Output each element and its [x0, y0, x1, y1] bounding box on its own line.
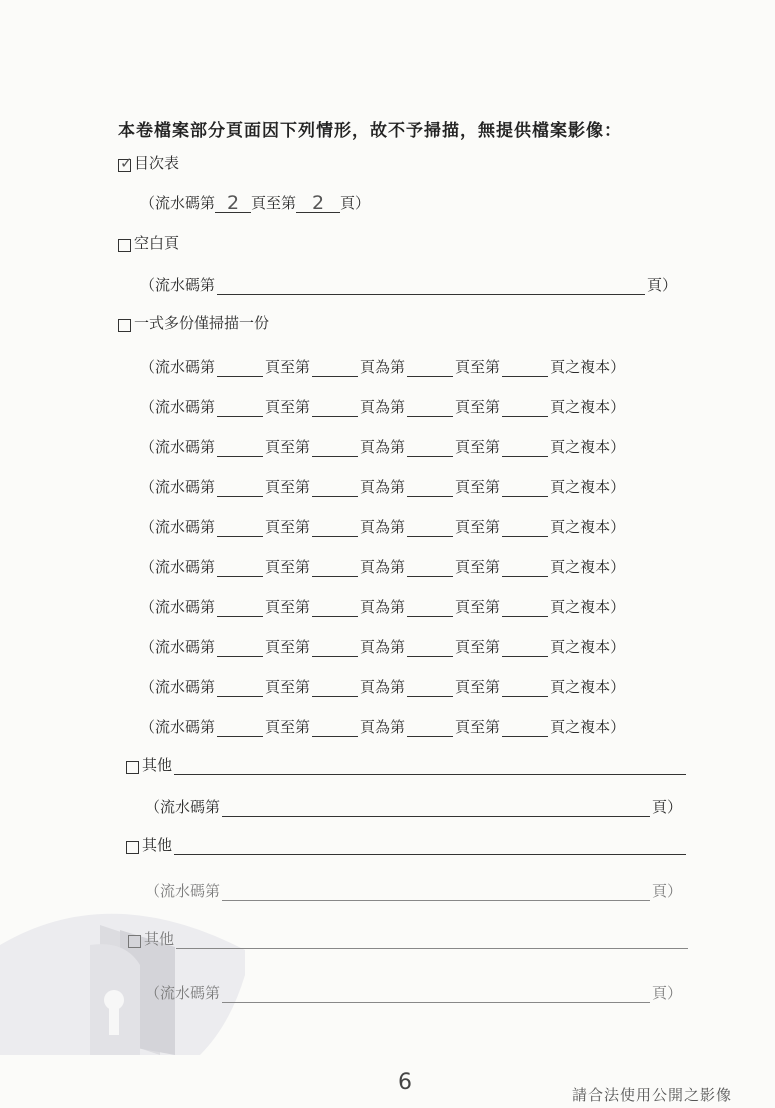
serial-suffix: 頁之複本） — [550, 358, 626, 376]
serial-mid: 頁至第 — [265, 398, 311, 416]
notice-heading: 本卷檔案部分頁面因下列情形，故不予掃描，無提供檔案影像： — [118, 121, 622, 141]
copy-original-from-field[interactable] — [407, 482, 453, 497]
other-serial-row-1 — [145, 796, 682, 817]
other-label: 其他 — [142, 836, 173, 854]
serial-suffix: 頁） — [652, 984, 683, 1002]
copy-original-from-field[interactable] — [407, 722, 453, 737]
copy-serial-row — [140, 396, 625, 417]
other-label: 其他 — [142, 756, 173, 774]
copy-original-from-field[interactable] — [407, 602, 453, 617]
blank-page-label: 空白頁 — [134, 234, 180, 252]
copy-original-from-field[interactable] — [407, 442, 453, 457]
serial-mid: 頁至第 — [265, 638, 311, 656]
serial-suffix: 頁之複本） — [550, 558, 626, 576]
other-description-field-3[interactable] — [176, 934, 688, 949]
serial-mid: 頁至第 — [455, 638, 501, 656]
toc-checkbox-row — [118, 152, 179, 173]
serial-suffix: 頁之複本） — [550, 478, 626, 496]
copy-from-field[interactable] — [217, 642, 263, 657]
copy-from-field[interactable] — [217, 362, 263, 377]
copy-original-to-field[interactable] — [502, 482, 548, 497]
blank-page-serial-row — [140, 274, 677, 295]
serial-mid: 頁至第 — [455, 678, 501, 696]
copy-original-from-field[interactable] — [407, 522, 453, 537]
other-serial-field-2[interactable] — [222, 886, 650, 901]
serial-suffix: 頁） — [340, 194, 371, 212]
serial-prefix: （流水碼第 — [140, 194, 216, 212]
multi-copy-checkbox-row — [118, 312, 269, 333]
copy-to-field[interactable] — [312, 442, 358, 457]
copy-to-field[interactable] — [312, 402, 358, 417]
copy-original-from-field[interactable] — [407, 642, 453, 657]
serial-suffix: 頁之複本） — [550, 518, 626, 536]
other-serial-field-1[interactable] — [222, 802, 650, 817]
serial-mid: 頁至第 — [265, 518, 311, 536]
copy-original-to-field[interactable] — [502, 442, 548, 457]
serial-mid: 頁至第 — [455, 358, 501, 376]
other-checkbox-1[interactable] — [126, 761, 139, 774]
serial-mid: 頁至第 — [251, 194, 297, 212]
serial-mid: 頁至第 — [265, 358, 311, 376]
serial-prefix: （流水碼第 — [140, 678, 216, 696]
serial-suffix: 頁之複本） — [550, 678, 626, 696]
serial-mid: 頁為第 — [360, 518, 406, 536]
serial-mid: 頁至第 — [455, 478, 501, 496]
other-serial-row-2 — [145, 880, 682, 901]
serial-suffix: 頁） — [647, 276, 678, 294]
other-checkbox-row-2 — [126, 834, 688, 855]
copy-to-field[interactable] — [312, 362, 358, 377]
other-label: 其他 — [144, 930, 175, 948]
serial-prefix: （流水碼第 — [140, 398, 216, 416]
copy-from-field[interactable] — [217, 442, 263, 457]
footer-notice: 請合法使用公開之影像 — [572, 1086, 733, 1104]
serial-suffix: 頁之複本） — [550, 638, 626, 656]
other-checkbox-row-3 — [128, 928, 690, 949]
copy-serial-row — [140, 516, 625, 537]
other-description-field-1[interactable] — [174, 760, 686, 775]
serial-prefix: （流水碼第 — [140, 438, 216, 456]
copy-to-field[interactable] — [312, 722, 358, 737]
copy-from-field[interactable] — [217, 402, 263, 417]
serial-mid: 頁至第 — [265, 558, 311, 576]
toc-to-field[interactable]: 2 — [296, 194, 340, 213]
serial-mid: 頁為第 — [360, 558, 406, 576]
copy-serial-row — [140, 436, 625, 457]
serial-prefix: （流水碼第 — [140, 638, 216, 656]
copy-serial-row — [140, 636, 625, 657]
copy-serial-row — [140, 356, 625, 377]
serial-prefix: （流水碼第 — [140, 718, 216, 736]
copy-original-to-field[interactable] — [502, 722, 548, 737]
multi-copy-checkbox[interactable] — [118, 319, 131, 332]
blank-page-serial-field[interactable] — [217, 280, 645, 295]
copy-serial-row — [140, 556, 625, 577]
copy-original-from-field[interactable] — [407, 562, 453, 577]
copy-from-field[interactable] — [217, 482, 263, 497]
serial-mid: 頁至第 — [455, 718, 501, 736]
copy-to-field[interactable] — [312, 602, 358, 617]
copy-from-field[interactable] — [217, 602, 263, 617]
serial-prefix: （流水碼第 — [145, 798, 221, 816]
copy-original-to-field[interactable] — [502, 602, 548, 617]
serial-mid: 頁為第 — [360, 678, 406, 696]
copy-original-from-field[interactable] — [407, 402, 453, 417]
multi-copy-label: 一式多份僅掃描一份 — [134, 314, 270, 332]
serial-mid: 頁至第 — [455, 598, 501, 616]
serial-suffix: 頁之複本） — [550, 598, 626, 616]
copy-serial-row — [140, 716, 625, 737]
other-checkbox-2[interactable] — [126, 841, 139, 854]
serial-mid: 頁至第 — [265, 438, 311, 456]
serial-prefix: （流水碼第 — [145, 882, 221, 900]
serial-mid: 頁至第 — [455, 438, 501, 456]
serial-prefix: （流水碼第 — [145, 984, 221, 1002]
serial-prefix: （流水碼第 — [140, 358, 216, 376]
copy-to-field[interactable] — [312, 682, 358, 697]
serial-mid: 頁至第 — [265, 718, 311, 736]
copy-original-from-field[interactable] — [407, 682, 453, 697]
serial-mid: 頁為第 — [360, 438, 406, 456]
serial-mid: 頁為第 — [360, 358, 406, 376]
serial-suffix: 頁） — [652, 882, 683, 900]
blank-page-checkbox[interactable] — [118, 239, 131, 252]
copy-serial-row — [140, 476, 625, 497]
serial-mid: 頁為第 — [360, 598, 406, 616]
serial-suffix: 頁之複本） — [550, 718, 626, 736]
serial-mid: 頁為第 — [360, 638, 406, 656]
serial-prefix: （流水碼第 — [140, 518, 216, 536]
serial-mid: 頁至第 — [455, 518, 501, 536]
toc-serial-row — [140, 192, 370, 213]
serial-mid: 頁為第 — [360, 478, 406, 496]
copy-original-to-field[interactable] — [502, 642, 548, 657]
copy-original-to-field[interactable] — [502, 522, 548, 537]
serial-prefix: （流水碼第 — [140, 276, 216, 294]
copy-serial-row — [140, 596, 625, 617]
serial-prefix: （流水碼第 — [140, 558, 216, 576]
serial-suffix: 頁） — [652, 798, 683, 816]
serial-prefix: （流水碼第 — [140, 478, 216, 496]
serial-mid: 頁至第 — [265, 478, 311, 496]
serial-mid: 頁至第 — [455, 558, 501, 576]
serial-mid: 頁為第 — [360, 718, 406, 736]
copy-original-to-field[interactable] — [502, 402, 548, 417]
toc-label: 目次表 — [134, 154, 180, 172]
check-mark-icon: ✓ — [120, 154, 133, 172]
copy-to-field[interactable] — [312, 522, 358, 537]
copy-to-field[interactable] — [312, 642, 358, 657]
other-serial-field-3[interactable] — [222, 988, 650, 1003]
toc-checkbox[interactable] — [118, 154, 133, 172]
serial-suffix: 頁之複本） — [550, 398, 626, 416]
other-serial-row-3 — [145, 982, 682, 1003]
copy-original-from-field[interactable] — [407, 362, 453, 377]
copy-from-field[interactable] — [217, 722, 263, 737]
serial-mid: 頁至第 — [265, 678, 311, 696]
other-checkbox-row-1 — [126, 754, 688, 775]
page-number: 6 — [398, 1070, 412, 1095]
copy-to-field[interactable] — [312, 562, 358, 577]
copy-from-field[interactable] — [217, 522, 263, 537]
other-checkbox-3[interactable] — [128, 935, 141, 948]
copy-from-field[interactable] — [217, 562, 263, 577]
copy-original-to-field[interactable] — [502, 362, 548, 377]
copy-original-to-field[interactable] — [502, 682, 548, 697]
copy-from-field[interactable] — [217, 682, 263, 697]
serial-prefix: （流水碼第 — [140, 598, 216, 616]
toc-from-field[interactable]: 2 — [215, 194, 251, 213]
copy-serial-row — [140, 676, 625, 697]
serial-mid: 頁至第 — [455, 398, 501, 416]
copy-to-field[interactable] — [312, 482, 358, 497]
blank-page-checkbox-row — [118, 232, 179, 253]
other-description-field-2[interactable] — [174, 840, 686, 855]
serial-suffix: 頁之複本） — [550, 438, 626, 456]
serial-mid: 頁為第 — [360, 398, 406, 416]
serial-mid: 頁至第 — [265, 598, 311, 616]
copy-original-to-field[interactable] — [502, 562, 548, 577]
